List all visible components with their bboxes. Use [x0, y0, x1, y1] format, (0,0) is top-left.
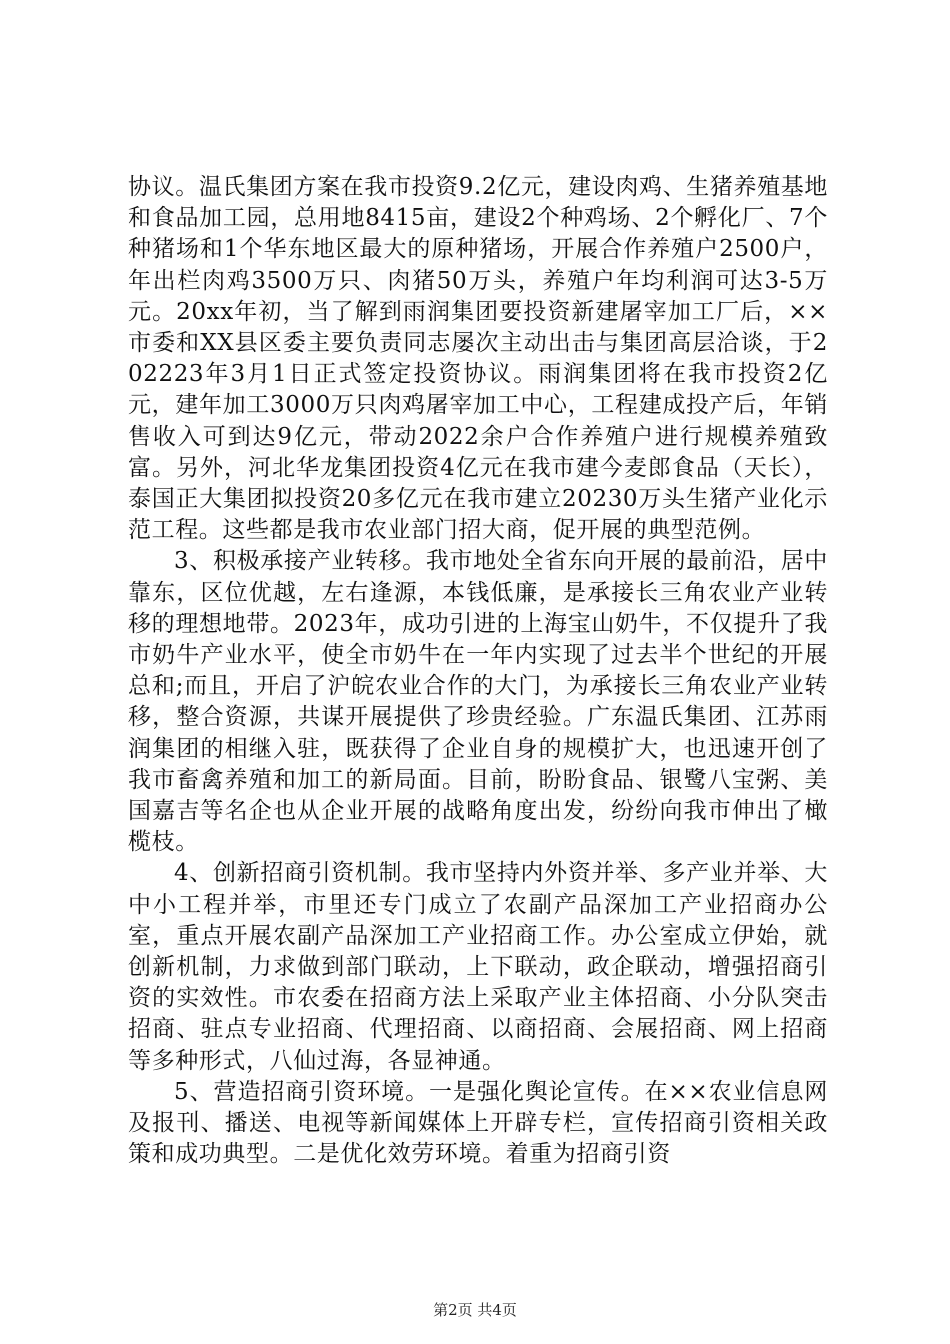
paragraph-investment-mechanism: 4、创新招商引资机制。我市坚持内外资并举、多产业并举、大中小工程并举，市里还专门成立了农副产品深加工产业招商办公室，重点开展农副产品深加工产业招商工作。办公室成立伊始，就创新机制，力求做到部门联动，上下联动，政企联动，增强招商引资的实效性。市农委在招商方法上采取产业主体招商、小分队突击招商、驻点专业招商、代理招商、以商招商、会展招商、网上招商等多种形式，八仙过海，各显神通。 — [128, 860, 828, 1074]
paragraph-continuation: 协议。温氏集团方案在我市投资9.2亿元，建设肉鸡、生猪养殖基地和食品加工园，总用地8415亩，建设2个种鸡场、2个孵化厂、7个种猪场和1个华东地区最大的原种猪场，开展合作养殖户2500户，年出栏肉鸡3500万只、肉猪50万头，养殖户年均利润可达3-5万元。20xx年初，当了解到雨润集团要投资新建屠宰加工厂后，××市委和XX县区委主要负责同志屡次主动出击与集团高层洽谈，于202223年3月1日正式签定投资协议。雨润集团将在我市投资2亿元，建年加工3000万只肉鸡屠宰加工中心，工程建成投产后，年销售收入可到达9亿元，带动2022余户合作养殖户进行规模养殖致富。另外，河北华龙集团投资4亿元在我市建今麦郎食品（天长），泰国正大集团拟投资20多亿元在我市建立20230万头生猪产业化示范工程。这些都是我市农业部门招大商，促开展的典型范例。 — [128, 174, 828, 544]
page-footer: 第2页 共4页 — [433, 1301, 517, 1319]
document-body — [128, 172, 828, 1171]
paragraph-industry-transfer: 3、积极承接产业转移。我市地处全省东向开展的最前沿，居中靠东，区位优越，左右逢源，本钱低廉，是承接长三角农业产业转移的理想地带。2023年，成功引进的上海宝山奶牛，不仅提升了我市奶牛产业水平，使全市奶牛在一年内实现了过去半个世纪的开展总和;而且，开启了沪皖农业合作的大门，为承接长三角农业产业转移，整合资源，共谋开展提供了珍贵经验。广东温氏集团、江苏雨润集团的相继入驻，既获得了企业自身的规模扩大，也迅速开创了我市畜禽养殖和加工的新局面。目前，盼盼食品、银鹭八宝粥、美国嘉吉等名企也从企业开展的战略角度出发，纷纷向我市伸出了橄榄枝。 — [128, 548, 828, 856]
paragraph-investment-environment: 5、营造招商引资环境。一是强化舆论宣传。在××农业信息网及报刊、播送、电视等新闻媒体上开辟专栏，宣传招商引资相关政策和成功典型。二是优化效劳环境。着重为招商引资 — [128, 1078, 828, 1168]
